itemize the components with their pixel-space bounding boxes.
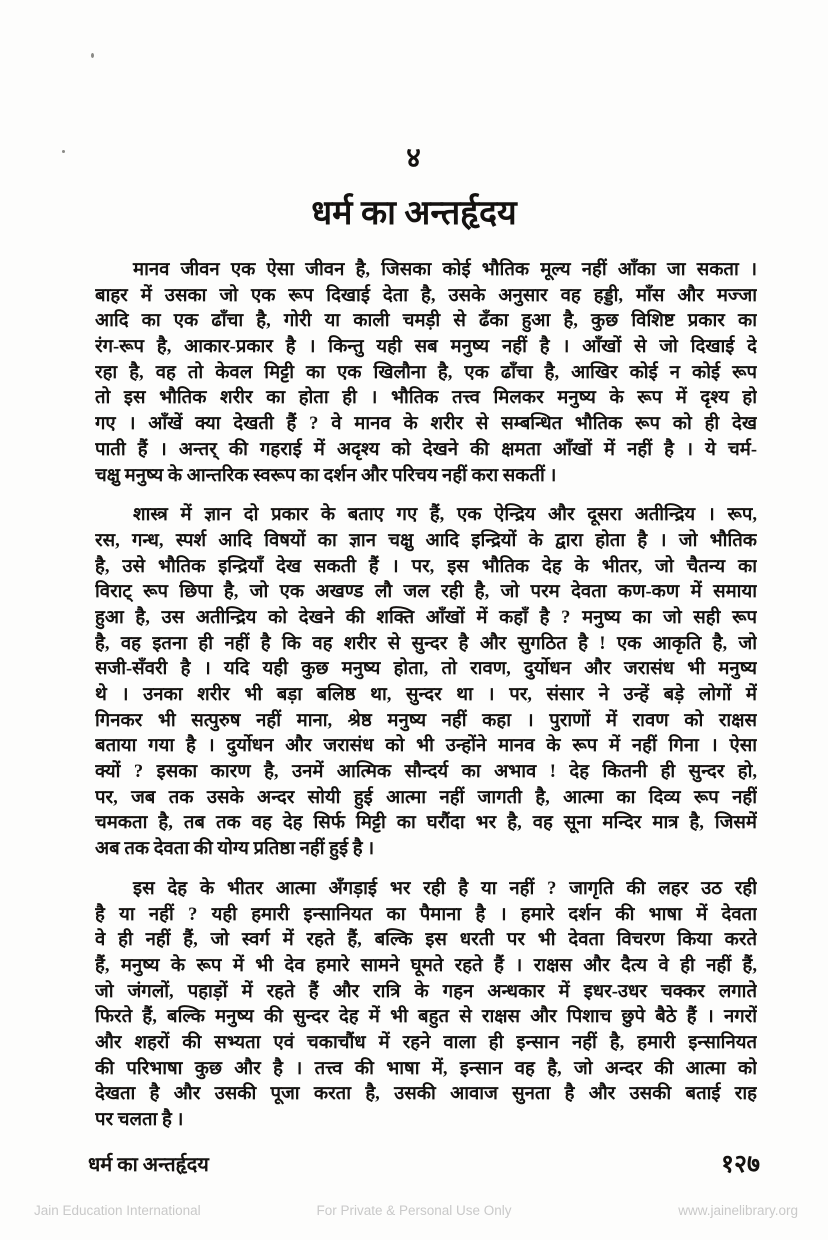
text-line: की परिभाषा कुछ और है । तत्त्व की भाषा में, इन्सान वह है, जो अन्दर की आत्मा को: [95, 1058, 757, 1079]
text-line: फिरते हैं, बल्कि मनुष्य की सुन्दर देह में भी बहुत से राक्षस और पिशाच छुपे बैठे हैं । नगरों: [95, 1007, 757, 1028]
text-line: तो इस भौतिक शरीर का होता ही । भौतिक तत्त्व मिलकर मनुष्य के रूप में दृश्य हो: [95, 388, 757, 409]
page-number: १२७: [720, 1151, 760, 1178]
credit-center: For Private & Personal Use Only: [316, 1203, 512, 1218]
chapter-number: ४: [406, 143, 422, 174]
text-line: देखता है और उसकी पूजा करता है, उसकी आवाज सुनता है और उसकी बताई राह: [95, 1084, 757, 1105]
credit-left: Jain Education International: [34, 1203, 201, 1218]
paragraph: [95, 503, 757, 863]
text-line: जो जंगलों, पहाड़ों में रहते हैं और रात्रि के गहन अन्धकार में इधर-उधर चक्कर लगाते: [95, 981, 757, 1002]
text-line: आदि का एक ढाँचा है, गोरी या काली चमड़ी से ढँका हुआ है, कुछ विशिष्ट प्रकार का: [95, 311, 757, 332]
text-line: पाती हैं । अन्तर् की गहराई में अदृश्य को देखने की क्षमता आँखों में नहीं है । ये चर्म-: [95, 439, 757, 460]
text-line: और शहरों की सभ्यता एवं चकाचौंध में रहने वाला ही इन्सान नहीं है, हमारी इन्सानियत: [95, 1032, 757, 1053]
text-line: अब तक देवता की योग्य प्रतिष्ठा नहीं हुई है ।: [95, 839, 375, 860]
text-line: पर, जब तक उसके अन्दर सोयी हुई आत्मा नहीं जागती है, आत्मा का दिव्य रूप नहीं: [95, 787, 757, 808]
text-line: गिनकर भी सत्पुरुष नहीं माना, श्रेष्ठ मनुष्य नहीं कहा । पुराणों में रावण को राक्षस: [95, 710, 757, 731]
text-line: रस, गन्ध, स्पर्श आदि विषयों का ज्ञान चक्षु आदि इन्द्रियों के द्वारा होता है । जो भौतिक: [95, 530, 757, 551]
text-line: चक्षु मनुष्य के आन्तरिक स्वरूप का दर्शन और परिचय नहीं करा सकतीं ।: [95, 465, 557, 486]
text-line: बताया गया है । दुर्योधन और जरासंध को भी उन्होंने मानव के रूप में नहीं गिना । ऐसा: [95, 736, 757, 757]
text-line: है या नहीं ? यही हमारी इन्सानियत का पैमाना है । हमारे दर्शन की भाषा में देवता: [95, 904, 757, 925]
text-line: मानव जीवन एक ऐसा जीवन है, जिसका कोई भौतिक मूल्य नहीं आँका जा सकता ।: [133, 260, 757, 280]
text-line: पर चलता है ।: [95, 1110, 184, 1130]
scan-speck: [91, 53, 94, 58]
text-line: गए । आँखें क्या देखती हैं ? वे मानव के शरीर से सम्बन्धित भौतिक रूप को ही देख: [95, 414, 757, 435]
text-line: रंग-रूप है, आकार-प्रकार है । किन्तु यही सब मनुष्य नहीं है । आँखों से जो दिखाई दे: [95, 337, 757, 358]
text-line: क्यों ? इसका कारण है, उनमें आत्मिक सौन्दर्य का अभाव ! देह कितनी ही सुन्दर हो,: [95, 762, 757, 783]
running-footer-title: धर्म का अन्तर्हृदय: [88, 1154, 209, 1176]
paragraph: [95, 877, 757, 1134]
text-line: है, वह इतना ही नहीं है कि वह शरीर से सुन्दर है और सुगठित है ! एक आकृति है, जो: [95, 633, 757, 654]
credits-bar: [0, 1203, 828, 1223]
text-line: है, उसे भौतिक इन्द्रियाँ देख सकती हैं । पर, इस भौतिक देह के भीतर, जो चैतन्य का: [95, 556, 757, 577]
text-line: बाहर में उसका जो एक रूप दिखाई देता है, उसके अनुसार वह हड्डी, माँस और मज्जा: [95, 285, 757, 306]
text-line: हुआ है, उस अतीन्द्रिय को देखने की शक्ति आँखों में कहाँ है ? मनुष्य का जो सही रूप: [95, 607, 757, 628]
text-line: विराट् रूप छिपा है, जो एक अखण्ड लौ जल रही है, जो परम देवता कण-कण में समाया: [95, 582, 757, 603]
text-line: चमकता है, तब तक वह देह सिर्फ मिट्टी का घरौंदा भर है, वह सूना मन्दिर मात्र है, जिसमें: [95, 813, 757, 834]
paragraph: [95, 258, 757, 489]
page-title: धर्म का अन्तर्हृदय: [311, 195, 517, 232]
credit-right: www.jainelibrary.org: [678, 1203, 798, 1218]
text-line: सजी-सँवरी है । यदि यही कुछ मनुष्य होता, तो रावण, दुर्योधन और जरासंध भी मनुष्य: [95, 659, 757, 680]
text-line: वे ही नहीं हैं, जो स्वर्ग में रहते हैं, बल्कि इस धरती पर भी देवता विचरण किया करते: [95, 930, 757, 951]
text-line: रहा है, वह तो केवल मिट्टी का एक खिलौना है, एक ढाँचा है, आखिर कोई न कोई रूप: [95, 362, 757, 383]
text-line: हैं, मनुष्य के रूप में भी देव हमारे सामने घूमते रहते हैं । राक्षस और दैत्य वे ही नहीं हैं,: [95, 955, 757, 976]
text-line: शास्त्र में ज्ञान दो प्रकार के बताए गए हैं, एक ऐन्द्रिय और दूसरा अतीन्द्रिय । रूप,: [133, 505, 757, 526]
text-line: इस देह के भीतर आत्मा अँगड़ाई भर रही है या नहीं ? जागृति की लहर उठ रही: [133, 878, 757, 899]
body-text: [95, 258, 757, 1148]
text-line: थे । उनका शरीर भी बड़ा बलिष्ठ था, सुन्दर था । पर, संसार ने उन्हें बड़े लोगों में: [95, 685, 757, 705]
